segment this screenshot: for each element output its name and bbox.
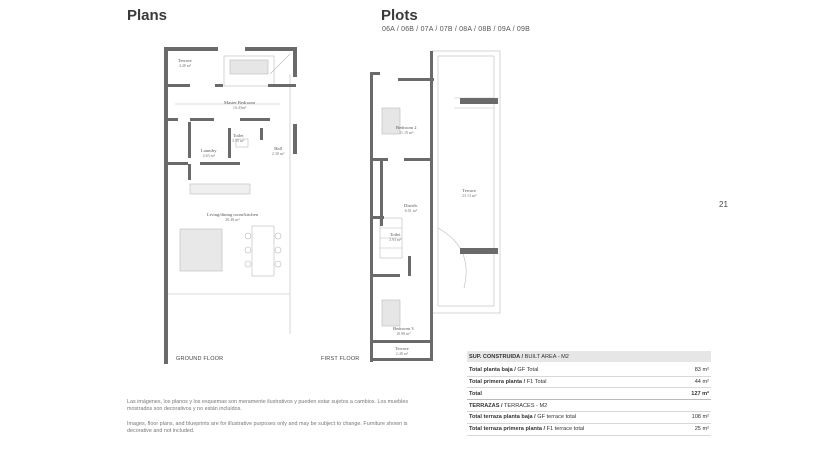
ff-room-terrace-large: Terrace 23.13 m²: [462, 188, 477, 199]
gf-room-hall: Hall 2.30 m²: [272, 146, 285, 157]
plots-subtitle: 06A / 06B / 07A / 07B / 08A / 08B / 09A / 09B: [382, 26, 530, 33]
table-row: Total terraza primera planta / F1 terrace total 25 m²: [467, 424, 711, 436]
first-floor-plan: [364, 48, 504, 364]
table-row: Total planta baja / GF Total 83 m²: [467, 365, 711, 377]
area-table: [467, 351, 711, 436]
ground-floor-plan: [160, 44, 300, 364]
ground-floor-label: GROUND FLOOR: [176, 356, 224, 362]
disclaimer-en: Images, floor plans, and blueprints are for illustrative purposes only and may be subject to change. Furniture shown is decorative and not included.: [127, 421, 408, 434]
gf-room-master-bedroom: Master Bedroom 16.43m²: [224, 100, 256, 111]
ff-room-terrace-small: Terrace 2.48 m²: [395, 346, 409, 357]
gf-room-living: Living/dining room/kitchen 30.48 m²: [207, 212, 258, 223]
table-row: Total terraza planta baja / GF terrace total 108 m²: [467, 412, 711, 424]
gf-room-terrace: Terrace 4.48 m²: [178, 58, 192, 69]
page-number: 21: [719, 200, 728, 209]
gf-room-laundry: Laundry 4.63 m²: [201, 148, 217, 159]
plans-title: Plans: [127, 7, 168, 24]
terraces-header: TERRAZAS / TERRACES - M2: [467, 400, 711, 412]
gf-room-toilet: Toilet 3.39 m²: [232, 133, 245, 144]
built-area-header: SUP. CONSTRUIDA / BUILT AREA - M2: [467, 351, 711, 362]
plots-title: Plots: [381, 7, 418, 24]
ff-room-toilet: Toilet 3.93 m²: [389, 232, 402, 243]
table-row-total: Total 127 m²: [467, 388, 711, 400]
ff-room-bedroom-3: Bedroom 3 10.98 m²: [393, 326, 414, 337]
disclaimer-es: Las imágenes, los planos y los esquemas son meramente ilustrativos y pueden estar sujetos a cambios. Los muebles mostrados son decorativos y no están incluidos.: [127, 399, 409, 412]
ff-room-bedroom-2: Bedroom 2 11.19 m²: [396, 125, 417, 136]
first-floor-label: FIRST FLOOR: [321, 356, 360, 362]
table-row: Total primera planta / F1 Total 44 m²: [467, 377, 711, 389]
ff-room-distrib: Distrib. 6.01 m²: [404, 203, 418, 214]
